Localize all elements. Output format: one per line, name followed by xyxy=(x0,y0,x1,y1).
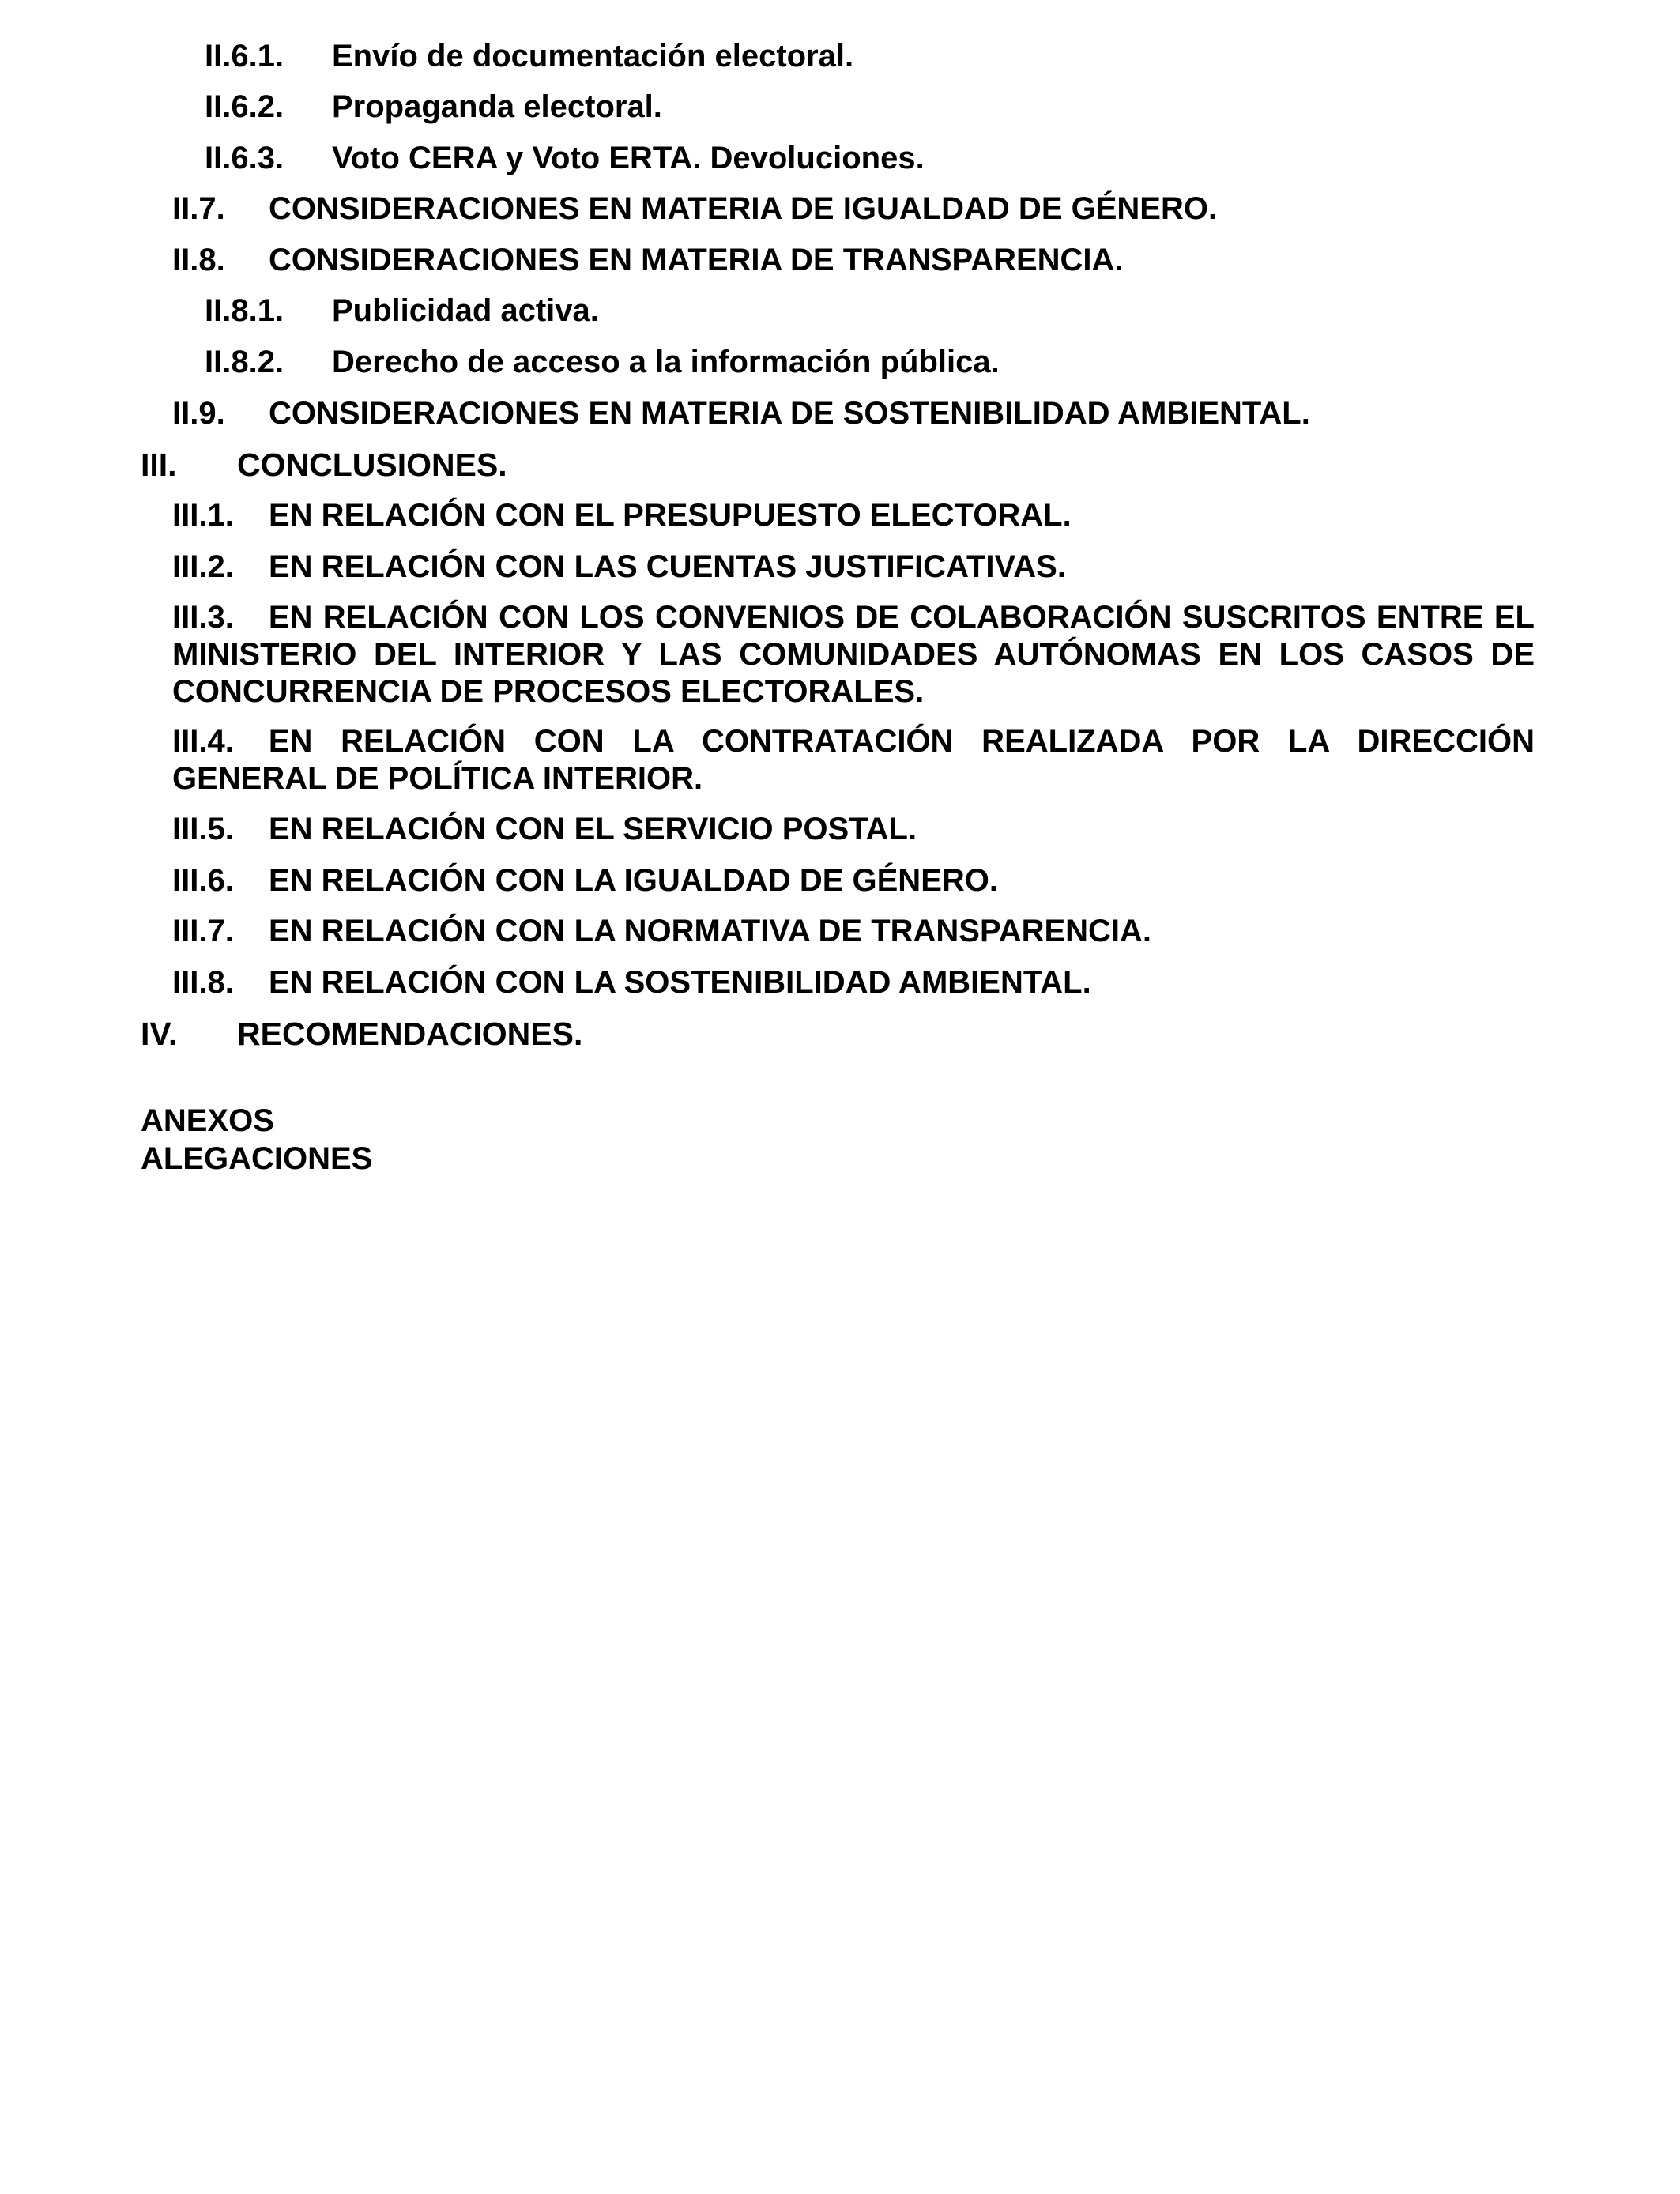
toc-entry-number: II.6.3. xyxy=(205,141,284,175)
toc-entry-title: CONSIDERACIONES EN MATERIA DE TRANSPARENCIA. xyxy=(269,243,1124,277)
toc-entry-title-line: CONCURRENCIA DE PROCESOS ELECTORALES. xyxy=(172,674,925,709)
toc-entry-title-line: EN RELACIÓN CON LOS CONVENIOS DE COLABORACIÓN SUSCRITOS ENTRE EL xyxy=(268,600,1535,635)
toc-entry-number: III. xyxy=(141,447,177,483)
toc-entry-title: Propaganda electoral. xyxy=(332,89,662,124)
toc-entry-title: Voto CERA y Voto ERTA. Devoluciones. xyxy=(332,141,925,175)
toc-entry-title: EN RELACIÓN CON LAS CUENTAS JUSTIFICATIVAS. xyxy=(269,549,1066,584)
toc-entry-title-line: EN RELACIÓN CON LA CONTRATACIÓN REALIZADA POR LA DIRECCIÓN xyxy=(268,724,1535,759)
appendix-anexos: ANEXOS xyxy=(141,1103,274,1138)
toc-entry-number: III.7. xyxy=(172,914,234,948)
toc-entry-number: III.5. xyxy=(172,812,234,846)
toc-entry-number: III.1. xyxy=(172,498,234,533)
toc-entry-title: Envío de documentación electoral. xyxy=(332,39,854,74)
toc-entry-number: II.8.2. xyxy=(205,345,284,379)
toc-entry-title: Publicidad activa. xyxy=(332,293,599,328)
toc-entry-number: III.8. xyxy=(172,965,234,1000)
toc-entry-number: IV. xyxy=(141,1016,178,1052)
toc-entry-number: II.6.2. xyxy=(205,89,284,124)
toc-entry-number: II.8.1. xyxy=(205,293,284,328)
toc-entry-number: II.9. xyxy=(172,396,225,431)
toc-entry-number: III.4. xyxy=(172,724,234,759)
toc-entry-title: CONSIDERACIONES EN MATERIA DE SOSTENIBILIDAD AMBIENTAL. xyxy=(269,396,1310,431)
toc-entry-number: III.2. xyxy=(172,549,234,584)
toc-entry-title: RECOMENDACIONES. xyxy=(237,1016,583,1052)
toc-entry-title: EN RELACIÓN CON LA IGUALDAD DE GÉNERO. xyxy=(269,863,998,898)
toc-entry-iii-3 xyxy=(172,599,1535,711)
toc-entry-title: EN RELACIÓN CON EL SERVICIO POSTAL. xyxy=(269,812,917,846)
toc-entry-title: EN RELACIÓN CON LA SOSTENIBILIDAD AMBIENTAL. xyxy=(269,965,1091,1000)
toc-entry-title: Derecho de acceso a la información pública. xyxy=(332,345,1000,379)
toc-entry-number: III.6. xyxy=(172,863,234,898)
toc-entry-title: EN RELACIÓN CON LA NORMATIVA DE TRANSPARENCIA. xyxy=(269,914,1152,948)
toc-entry-title: CONCLUSIONES. xyxy=(237,447,507,483)
toc-entry-iii-4 xyxy=(172,723,1535,797)
toc-entry-title: EN RELACIÓN CON EL PRESUPUESTO ELECTORAL. xyxy=(269,498,1072,533)
toc-entry-number: III.3. xyxy=(172,600,234,635)
toc-entry-number: II.8. xyxy=(172,243,225,277)
toc-entry-number: II.6.1. xyxy=(205,39,284,74)
toc-entry-number: II.7. xyxy=(172,191,225,226)
toc-entry-title-line: GENERAL DE POLÍTICA INTERIOR. xyxy=(172,761,703,796)
toc-entry-title-line: MINISTERIO DEL INTERIOR Y LAS COMUNIDADES AUTÓNOMAS EN LOS CASOS DE xyxy=(172,637,1535,672)
toc-entry-title: CONSIDERACIONES EN MATERIA DE IGUALDAD DE GÉNERO. xyxy=(269,191,1218,226)
appendix-alegaciones: ALEGACIONES xyxy=(141,1141,373,1176)
